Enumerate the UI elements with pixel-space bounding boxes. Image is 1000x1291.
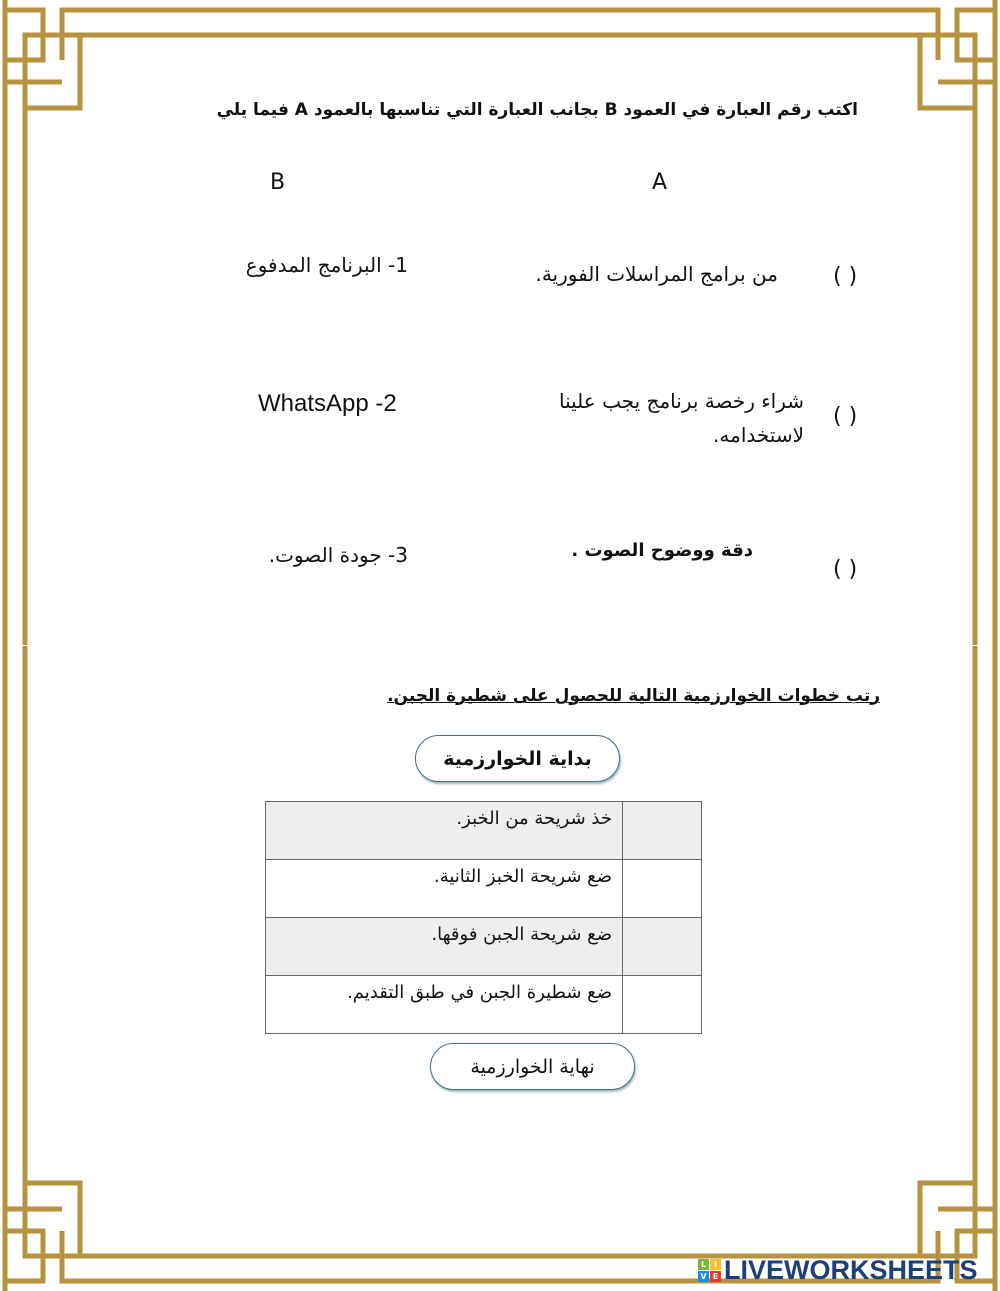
- order-input[interactable]: [623, 976, 702, 1034]
- answer-blank-2[interactable]: ( ): [833, 404, 858, 429]
- order-input[interactable]: [623, 860, 702, 918]
- table-row: [266, 918, 702, 976]
- column-a-header: A: [652, 170, 668, 195]
- column-b-header: B: [270, 170, 286, 195]
- column-a-item-3: دقة ووضوح الصوت .: [571, 540, 753, 561]
- live-logo-icon: L I V E: [698, 1259, 721, 1282]
- column-a-item-2: شراء رخصة برنامج يجب علينا لاستخدامه.: [559, 389, 804, 447]
- ordering-instruction: رتب خطوات الخوارزمية التالية للحصول على شطيرة الجبن.: [387, 686, 880, 706]
- algorithm-end-terminal: نهاية الخوارزمية: [430, 1043, 635, 1090]
- step-text: ضع شطيرة الجبن في طبق التقديم.: [266, 976, 623, 1034]
- logo-text: LIVEWORKSHEETS: [724, 1255, 978, 1285]
- answer-blank-1[interactable]: ( ): [833, 264, 858, 289]
- column-b-item-2: WhatsApp -2: [258, 390, 397, 417]
- column-b-item-3: 3- جودة الصوت.: [268, 543, 408, 567]
- steps-table: [265, 801, 702, 1034]
- order-input[interactable]: [623, 802, 702, 860]
- table-row: [266, 860, 702, 918]
- algorithm-start-terminal: بداية الخوارزمية: [415, 735, 620, 782]
- step-text: ضع شريحة الجبن فوقها.: [266, 918, 623, 976]
- column-b-item-1: 1- البرنامج المدفوع: [245, 253, 408, 277]
- table-row: [266, 976, 702, 1034]
- step-text: خذ شريحة من الخبز.: [266, 802, 623, 860]
- matching-instruction: اكتب رقم العبارة في العمود B بجانب العبارة التي تناسبها بالعمود A فيما يلي: [216, 100, 858, 120]
- liveworksheets-logo: [698, 1255, 978, 1286]
- step-text: ضع شريحة الخبز الثانية.: [266, 860, 623, 918]
- order-input[interactable]: [623, 918, 702, 976]
- table-row: [266, 802, 702, 860]
- column-a-item-1: من برامج المراسلات الفورية.: [535, 262, 778, 286]
- answer-blank-3[interactable]: ( ): [833, 557, 858, 582]
